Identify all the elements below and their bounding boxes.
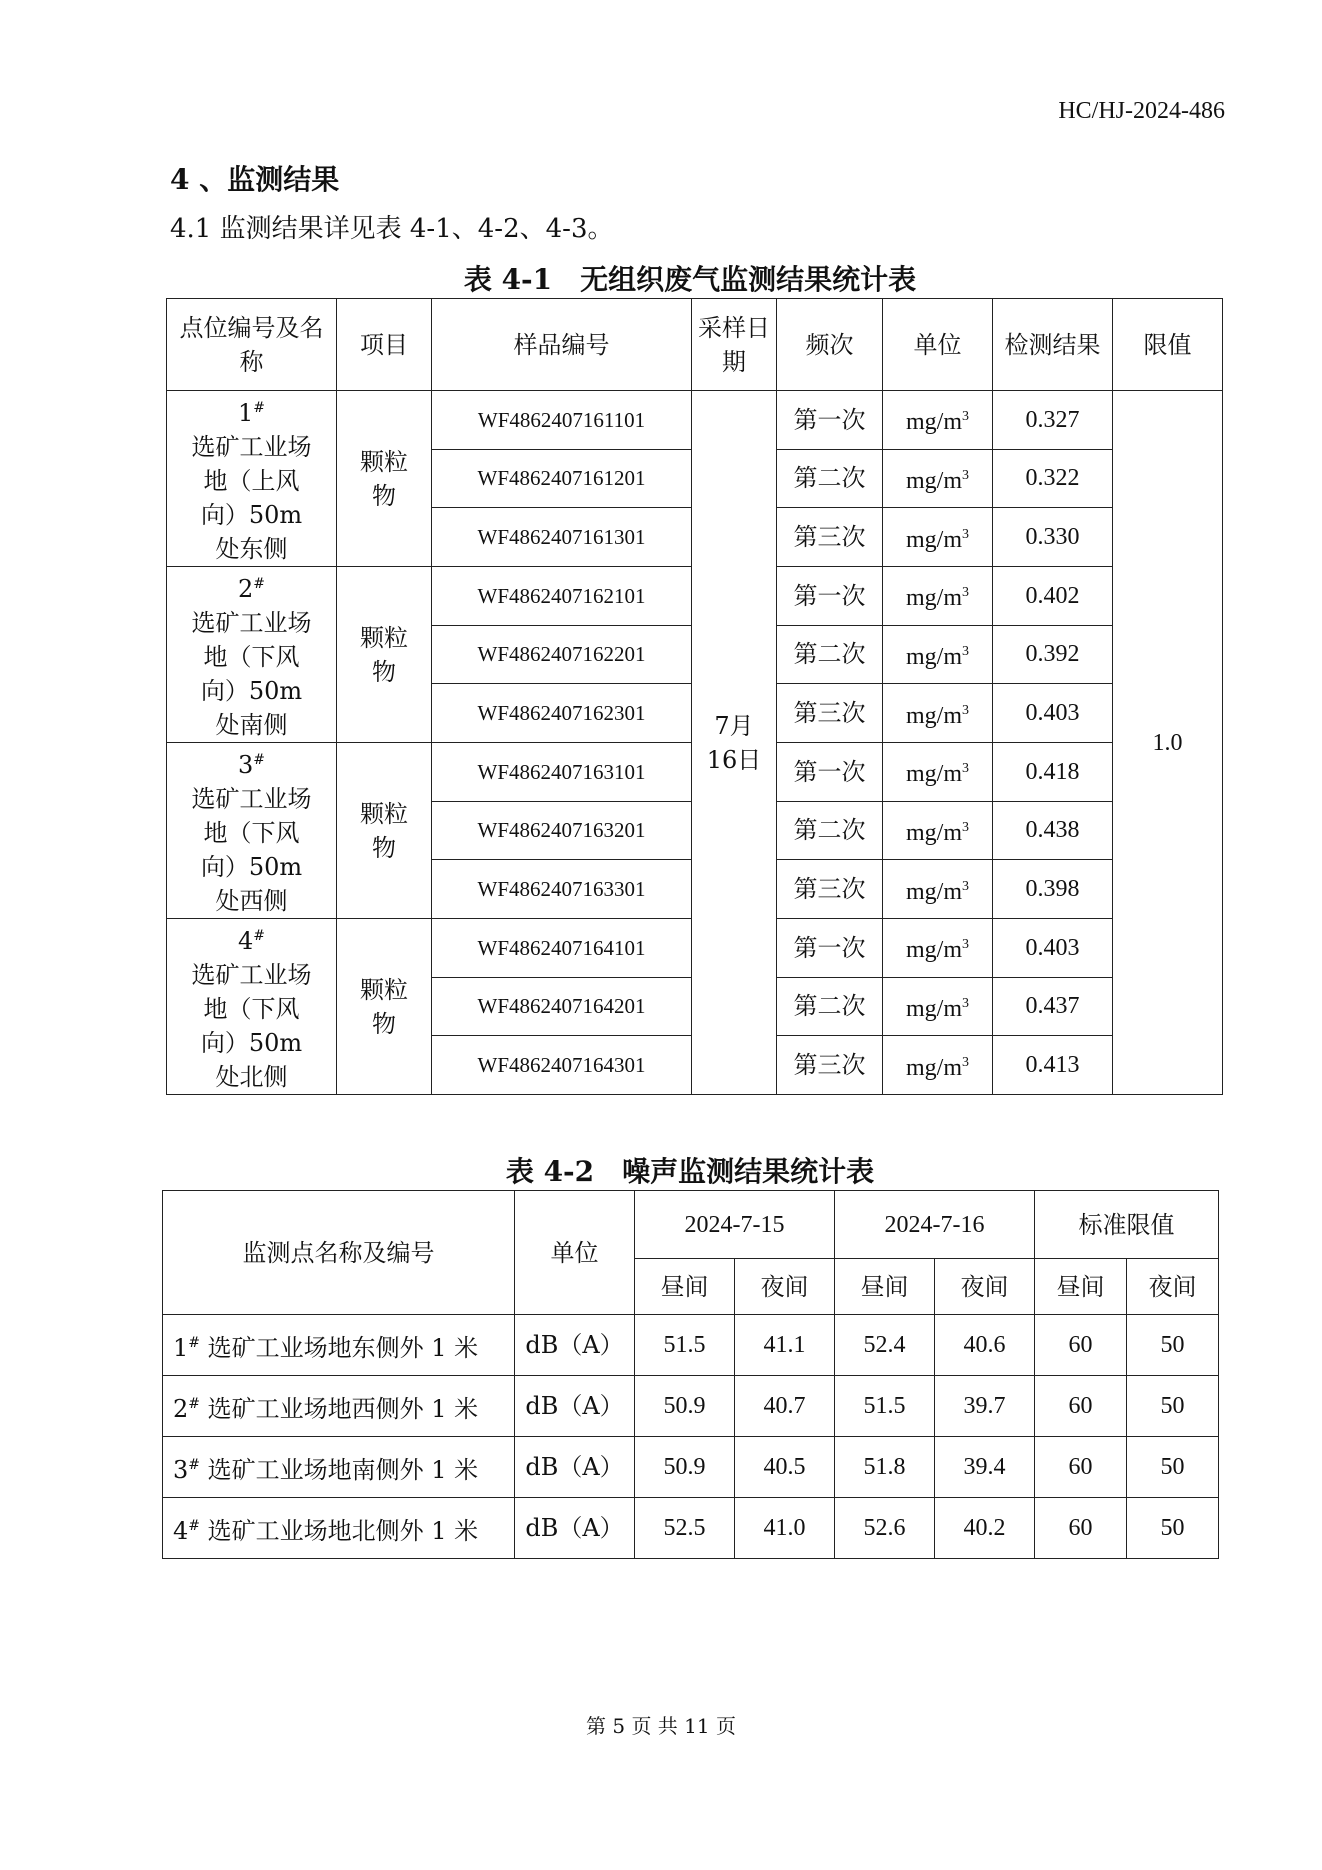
header-result: 检测结果 <box>993 299 1113 391</box>
sample-number: WF4862407162101 <box>432 567 692 626</box>
noise-table <box>162 1190 1219 1559</box>
table1-caption: 表 4-1 无组织废气监测结果统计表 <box>463 263 917 296</box>
value-d2-night: 39.4 <box>935 1437 1035 1498</box>
unit: dB（A） <box>515 1376 635 1437</box>
table-row <box>167 391 1223 450</box>
point-name: 选矿工业场地东侧外 1 米 <box>207 1333 479 1362</box>
point-mark: # <box>188 1517 201 1534</box>
table1-header-row <box>167 299 1223 391</box>
point-number: 3 <box>173 1455 189 1484</box>
point-name: 选矿工业场地西侧外 1 米 <box>207 1394 479 1423</box>
report-number: HC/HJ-2024-486 <box>1058 98 1225 124</box>
point-mark: # <box>253 752 265 768</box>
page-footer: 第 5 页 共 11 页 <box>586 1714 736 1738</box>
header-night: 夜间 <box>1127 1259 1219 1315</box>
header-date-2: 2024-7-16 <box>835 1191 1035 1259</box>
point-number: 1 <box>173 1333 189 1362</box>
unit-cell <box>883 508 993 567</box>
value-std-night: 50 <box>1127 1315 1219 1376</box>
header-sample-no: 样品编号 <box>432 299 692 391</box>
table2-header-row-1 <box>163 1191 1219 1259</box>
header-freq: 频次 <box>777 299 883 391</box>
sample-number: WF4862407161101 <box>432 391 692 450</box>
result-value: 0.402 <box>993 567 1113 626</box>
point-cell <box>167 567 337 743</box>
frequency: 第一次 <box>777 743 883 802</box>
point-mark: # <box>253 928 265 944</box>
header-day: 昼间 <box>835 1259 935 1315</box>
header-date: 采样日期 <box>692 299 777 391</box>
item-cell <box>337 567 432 743</box>
unit: mg/m <box>905 878 962 905</box>
sample-number: WF4862407161301 <box>432 508 692 567</box>
unit-cell <box>883 625 993 684</box>
table-row <box>163 1376 1219 1437</box>
header-night: 夜间 <box>735 1259 835 1315</box>
table-row <box>163 1315 1219 1376</box>
value-std-day: 60 <box>1035 1376 1127 1437</box>
unit: mg/m <box>905 819 962 846</box>
item-cell <box>337 391 432 567</box>
monitor-point-cell <box>163 1376 515 1437</box>
unit: mg/m <box>905 643 962 670</box>
monitor-point-cell <box>163 1437 515 1498</box>
item-cell <box>337 919 432 1095</box>
header-monitor-point: 监测点名称及编号 <box>163 1191 515 1315</box>
unit-exponent: 3 <box>962 643 969 659</box>
result-value: 0.418 <box>993 743 1113 802</box>
value-d2-night: 40.2 <box>935 1498 1035 1559</box>
item-cell <box>337 743 432 919</box>
value-d2-day: 52.6 <box>835 1498 935 1559</box>
header-day: 昼间 <box>1035 1259 1127 1315</box>
unit-cell <box>883 1036 993 1095</box>
frequency: 第二次 <box>777 977 883 1036</box>
value-d2-day: 51.5 <box>835 1376 935 1437</box>
point-name: 选矿工业场地（上风向）50m 处东侧 <box>191 433 312 563</box>
frequency: 第一次 <box>777 567 883 626</box>
point-number: 2 <box>237 575 254 603</box>
result-value: 0.403 <box>993 684 1113 743</box>
result-value: 0.398 <box>993 860 1113 919</box>
unit-exponent: 3 <box>962 1054 969 1070</box>
value-d1-day: 50.9 <box>635 1437 735 1498</box>
unit-cell <box>883 860 993 919</box>
unit: mg/m <box>905 702 962 729</box>
value-d1-night: 40.5 <box>735 1437 835 1498</box>
result-value: 0.437 <box>993 977 1113 1036</box>
value-d2-night: 40.6 <box>935 1315 1035 1376</box>
unit-cell <box>883 919 993 978</box>
unit: mg/m <box>905 467 962 494</box>
result-value: 0.392 <box>993 625 1113 684</box>
sampling-date <box>692 391 777 1095</box>
frequency: 第二次 <box>777 801 883 860</box>
value-std-day: 60 <box>1035 1498 1127 1559</box>
frequency: 第三次 <box>777 684 883 743</box>
value-d2-day: 51.8 <box>835 1437 935 1498</box>
point-mark: # <box>188 1456 201 1473</box>
unit: mg/m <box>905 1054 962 1081</box>
point-number: 4 <box>173 1516 189 1545</box>
result-value: 0.438 <box>993 801 1113 860</box>
unit: mg/m <box>905 761 962 788</box>
unit: mg/m <box>905 526 962 553</box>
table-row <box>163 1437 1219 1498</box>
unit-cell <box>883 684 993 743</box>
unit: dB（A） <box>515 1315 635 1376</box>
frequency: 第一次 <box>777 919 883 978</box>
unit-exponent: 3 <box>962 702 969 718</box>
value-d1-day: 51.5 <box>635 1315 735 1376</box>
header-unit: 单位 <box>515 1191 635 1315</box>
unit-cell <box>883 391 993 450</box>
sample-number: WF4862407164301 <box>432 1036 692 1095</box>
point-name: 选矿工业场地（下风向）50m 处南侧 <box>191 609 312 739</box>
unit-exponent: 3 <box>962 526 969 542</box>
point-name: 选矿工业场地南侧外 1 米 <box>207 1455 479 1484</box>
sample-number: WF4862407162201 <box>432 625 692 684</box>
value-d1-day: 52.5 <box>635 1498 735 1559</box>
value-std-night: 50 <box>1127 1498 1219 1559</box>
value-d1-day: 50.9 <box>635 1376 735 1437</box>
point-number: 4 <box>237 927 254 955</box>
point-mark: # <box>253 400 265 416</box>
sample-number: WF4862407163301 <box>432 860 692 919</box>
unit: mg/m <box>905 995 962 1022</box>
result-value: 0.330 <box>993 508 1113 567</box>
unit-exponent: 3 <box>962 409 969 425</box>
unit-exponent: 3 <box>962 761 969 777</box>
unit-exponent: 3 <box>962 878 969 894</box>
sampling-date-value: 7月16日 <box>706 711 762 774</box>
item-name: 颗粒物 <box>360 975 408 1038</box>
value-d2-night: 39.7 <box>935 1376 1035 1437</box>
unit-exponent: 3 <box>962 585 969 601</box>
section-title: 4 、监测结果 <box>170 163 340 196</box>
unit: mg/m <box>905 409 962 436</box>
header-item: 项目 <box>337 299 432 391</box>
sample-number: WF4862407163201 <box>432 801 692 860</box>
point-name: 选矿工业场地（下风向）50m 处西侧 <box>191 785 312 915</box>
value-std-night: 50 <box>1127 1376 1219 1437</box>
unit: dB（A） <box>515 1437 635 1498</box>
value-std-day: 60 <box>1035 1315 1127 1376</box>
point-cell <box>167 743 337 919</box>
header-night: 夜间 <box>935 1259 1035 1315</box>
result-value: 0.413 <box>993 1036 1113 1095</box>
value-d1-night: 41.0 <box>735 1498 835 1559</box>
frequency: 第二次 <box>777 449 883 508</box>
point-mark: # <box>188 1334 201 1351</box>
value-std-day: 60 <box>1035 1437 1127 1498</box>
value-std-night: 50 <box>1127 1437 1219 1498</box>
result-value: 0.327 <box>993 391 1113 450</box>
table2-caption: 表 4-2 噪声监测结果统计表 <box>505 1155 875 1188</box>
sample-number: WF4862407164101 <box>432 919 692 978</box>
unit-cell <box>883 801 993 860</box>
unit-cell <box>883 449 993 508</box>
unit: mg/m <box>905 585 962 612</box>
point-name: 选矿工业场地（下风向）50m 处北侧 <box>191 961 312 1091</box>
unit-cell <box>883 743 993 802</box>
header-day: 昼间 <box>635 1259 735 1315</box>
unit-cell <box>883 977 993 1036</box>
unit-exponent: 3 <box>962 819 969 835</box>
frequency: 第二次 <box>777 625 883 684</box>
unit-exponent: 3 <box>962 995 969 1011</box>
frequency: 第一次 <box>777 391 883 450</box>
sample-number: WF4862407162301 <box>432 684 692 743</box>
result-value: 0.322 <box>993 449 1113 508</box>
table-row <box>163 1498 1219 1559</box>
header-standard-limit: 标准限值 <box>1035 1191 1219 1259</box>
sample-number: WF4862407163101 <box>432 743 692 802</box>
point-number: 1 <box>237 399 254 427</box>
point-name: 选矿工业场地北侧外 1 米 <box>207 1516 479 1545</box>
limit-value: 1.0 <box>1113 391 1223 1095</box>
sample-number: WF4862407161201 <box>432 449 692 508</box>
waste-gas-table <box>166 298 1223 1095</box>
header-limit: 限值 <box>1113 299 1223 391</box>
frequency: 第三次 <box>777 1036 883 1095</box>
item-name: 颗粒物 <box>360 447 408 510</box>
point-mark: # <box>188 1395 201 1412</box>
monitor-point-cell <box>163 1315 515 1376</box>
unit: dB（A） <box>515 1498 635 1559</box>
point-number: 3 <box>237 751 254 779</box>
unit-cell <box>883 567 993 626</box>
header-point: 点位编号及名称 <box>167 299 337 391</box>
header-date-1: 2024-7-15 <box>635 1191 835 1259</box>
monitor-point-cell <box>163 1498 515 1559</box>
point-number: 2 <box>173 1394 189 1423</box>
unit-exponent: 3 <box>962 467 969 483</box>
unit-exponent: 3 <box>962 937 969 953</box>
point-cell <box>167 919 337 1095</box>
item-name: 颗粒物 <box>360 799 408 862</box>
frequency: 第三次 <box>777 860 883 919</box>
item-name: 颗粒物 <box>360 623 408 686</box>
sample-number: WF4862407164201 <box>432 977 692 1036</box>
value-d1-night: 41.1 <box>735 1315 835 1376</box>
frequency: 第三次 <box>777 508 883 567</box>
point-cell <box>167 391 337 567</box>
header-unit: 单位 <box>883 299 993 391</box>
result-value: 0.403 <box>993 919 1113 978</box>
value-d2-day: 52.4 <box>835 1315 935 1376</box>
section-intro: 4.1 监测结果详见表 4-1、4-2、4-3。 <box>170 214 614 244</box>
value-d1-night: 40.7 <box>735 1376 835 1437</box>
point-mark: # <box>253 576 265 592</box>
unit: mg/m <box>905 937 962 964</box>
